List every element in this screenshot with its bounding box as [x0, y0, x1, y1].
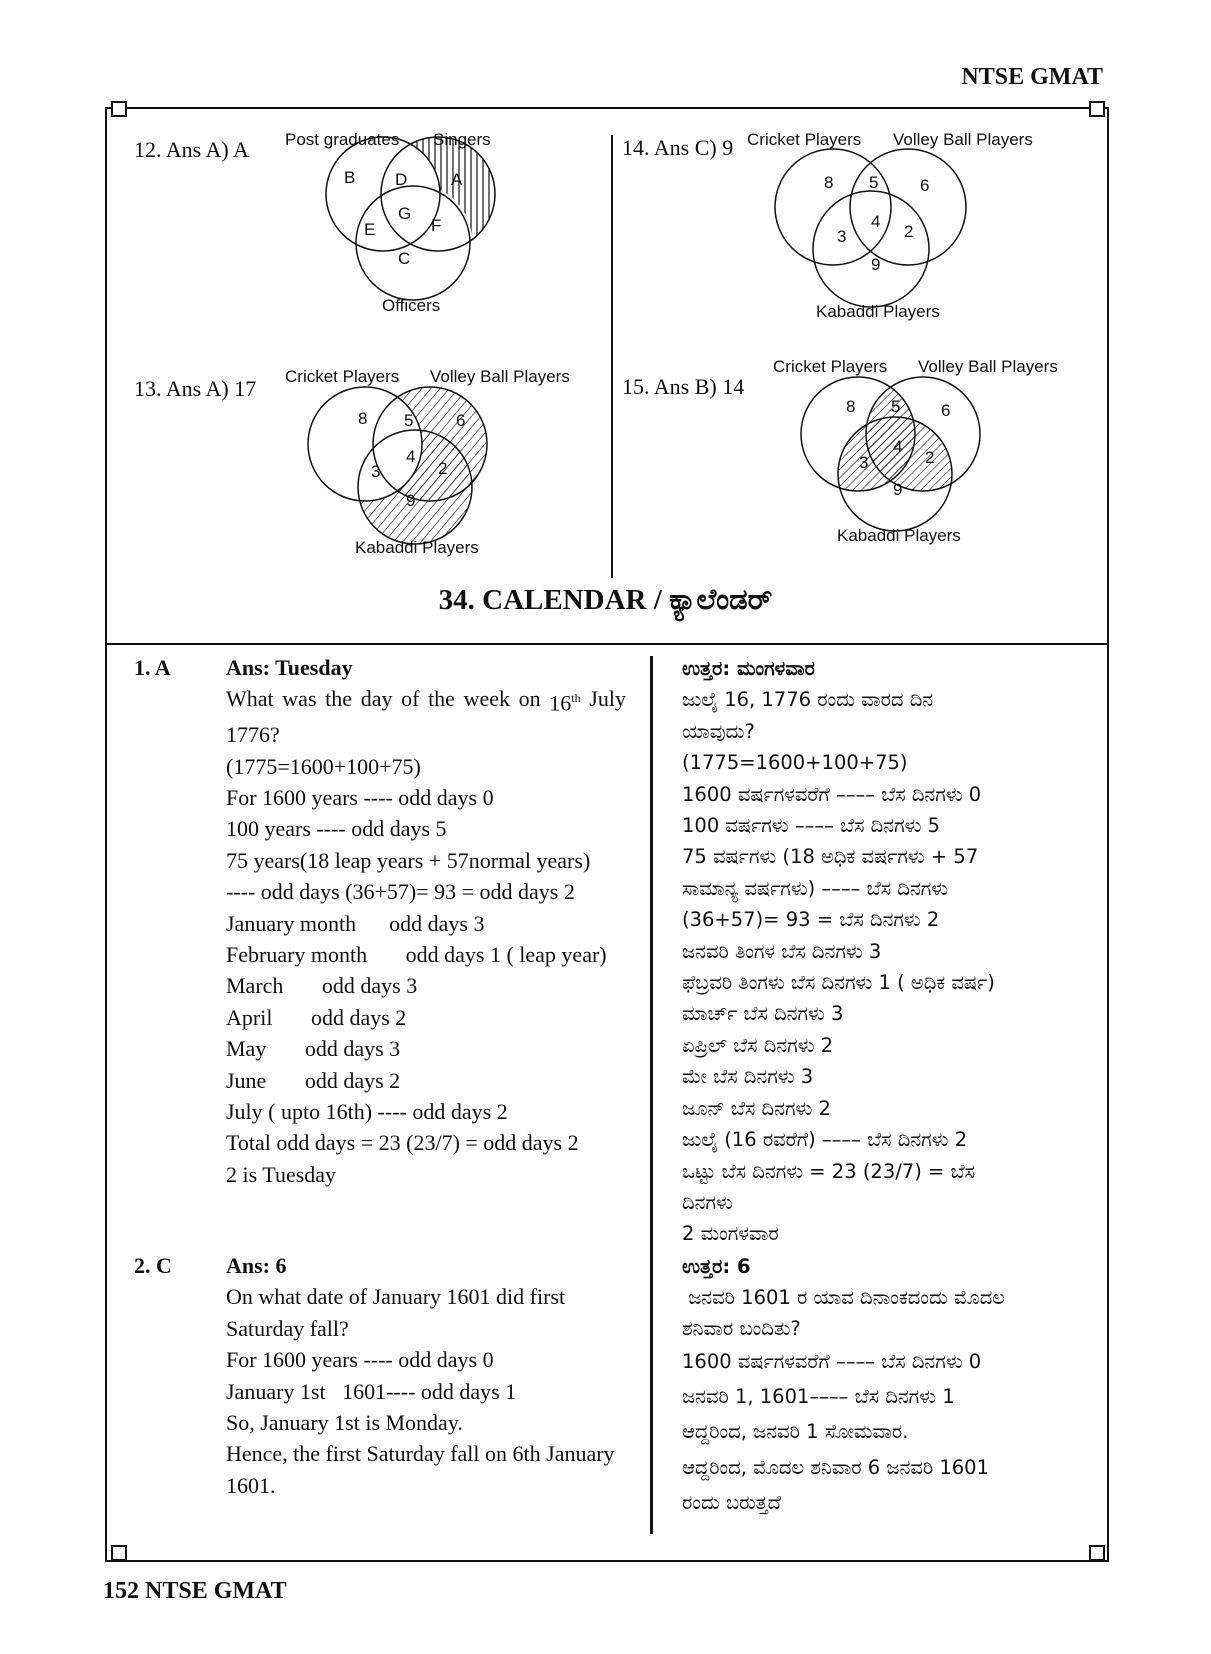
q1-en-line: June odd days 2: [226, 1067, 401, 1093]
q2-kn-line: ಜನವರಿ 1, 1601–––– ಬೆಸ ದಿನಗಳು 1: [682, 1385, 955, 1408]
venn-diagram-13: [270, 362, 590, 562]
frame-corner-br: [1089, 1545, 1105, 1561]
q1-kn-line: (36+57)= 93 = ಬೆಸ ದಿನಗಳು 2: [682, 908, 940, 932]
venn14-label-left: Cricket Players: [747, 130, 862, 149]
q1-kn-line: ಜುಲೈ 16, 1776 ರಂದು ವಾರದ ದಿನ: [682, 688, 934, 712]
q1-en-line: July ( upto 16th) ---- odd days 2: [226, 1099, 508, 1125]
q1-en-line: Total odd days = 23 (23/7) = odd days 2: [226, 1130, 579, 1156]
venn12-region-e: E: [364, 220, 376, 239]
q2-en-line: Saturday fall?: [226, 1315, 349, 1341]
answer-15: 15. Ans B) 14: [622, 374, 745, 399]
venn13-region-4: 4: [406, 447, 416, 466]
q1-kn-line: ಜುಲೈ (16 ರವರೆಗೆ) –––– ಬೆಸ ದಿನಗಳು 2: [682, 1128, 968, 1152]
q2-en-line: So, January 1st is Monday.: [226, 1410, 463, 1436]
q1-kn-line: (1775=1600+100+75): [682, 751, 908, 775]
q2-kn-line: ಆದ್ದರಿಂದ, ಜನವರಿ 1 ಸೋಮವಾರ.: [682, 1420, 909, 1443]
venn12-label-bottom: Officers: [382, 296, 441, 315]
q1-en-line: May odd days 3: [226, 1036, 401, 1062]
q1-kn-line: ದಿನಗಳು: [682, 1190, 733, 1214]
venn13-region-9: 9: [406, 491, 416, 510]
venn14-region-5: 5: [869, 173, 879, 192]
q1-en-line: January month odd days 3: [226, 910, 485, 936]
venn13-region-8: 8: [358, 409, 368, 428]
q1-kn-line: ಯಾವುದು?: [682, 719, 755, 743]
question-1-kannada: [682, 653, 1082, 1250]
venn13-region-5: 5: [404, 411, 414, 430]
venn14-region-4: 4: [871, 212, 881, 231]
answer-14: 14. Ans C) 9: [622, 135, 734, 160]
venn14-region-3: 3: [837, 227, 847, 246]
answer-12: 12. Ans A) A: [134, 137, 249, 162]
q1-kn-line: ಸಾಮಾನ್ಯ ವರ್ಷಗಳು) –––– ಬೆಸ ದಿನಗಳು: [682, 876, 949, 900]
venn-diagram-12: [270, 125, 530, 320]
venn13-region-6: 6: [456, 411, 466, 430]
question-2-english: [226, 1250, 626, 1501]
frame-corner-bl: [111, 1545, 127, 1561]
venn12-region-c: C: [398, 249, 411, 268]
venn13-region-3: 3: [371, 462, 381, 481]
venn15-label-bottom: Kabaddi Players: [837, 526, 961, 545]
q2-kn-line: ಆದ್ದರಿಂದ, ಮೊದಲ ಶನಿವಾರ 6 ಜನವರಿ 1601: [682, 1456, 989, 1479]
q1-en-line: 100 years ---- odd days 5: [226, 816, 447, 842]
venn12-region-a: A: [451, 170, 463, 189]
venn14-region-9: 9: [871, 255, 881, 274]
venn-diagram-15: [770, 352, 1090, 552]
q1-en-line: 2 is Tuesday: [226, 1161, 337, 1187]
answer-13: 13. Ans A) 17: [134, 376, 257, 401]
venn12-region-g: G: [398, 204, 412, 223]
page-header: NTSE GMAT: [961, 64, 1103, 90]
q1-kn-line: 100 ವರ್ಷಗಳು –––– ಬೆಸ ದಿನಗಳು 5: [682, 814, 941, 838]
question-1-english: [226, 652, 626, 1190]
venn14-region-2: 2: [904, 222, 914, 241]
venn15-region-6: 6: [941, 401, 951, 420]
venn12-region-d: D: [395, 170, 408, 189]
venn15-region-8: 8: [846, 397, 856, 416]
question-2-kannada: [682, 1251, 1082, 1518]
q2-kn-answer: ಉತ್ತರ: 6: [682, 1255, 751, 1278]
venn-diagram-14: [745, 125, 1055, 325]
q2-kn-line: ರಂದು ಬರುತ್ತದೆ: [682, 1491, 782, 1514]
frame-corner-tr: [1089, 101, 1105, 117]
q1-en-line: April odd days 2: [226, 1004, 407, 1030]
q2-en-line: On what date of January 1601 did first: [226, 1284, 566, 1310]
q1-en-line: What was the day of the week on 16th July: [226, 686, 626, 716]
section-title: 34. CALENDAR / ಕ್ಯಾಲೆಂಡರ್: [438, 584, 773, 616]
q2-en-answer: Ans: 6: [226, 1253, 287, 1278]
q1-en-line: For 1600 years ---- odd days 0: [226, 784, 494, 810]
q1-en-line: ---- odd days (36+57)= 93 = odd days 2: [226, 879, 575, 905]
language-column-divider: [650, 656, 653, 1534]
q1-kn-answer: ಉತ್ತರ: ಮಂಗಳವಾರ: [682, 657, 815, 680]
q2-en-line: 1601.: [226, 1472, 276, 1498]
venn14-circle-left: [775, 149, 891, 265]
venn12-label-right: Singers: [433, 130, 491, 149]
frame-corner-tl: [111, 101, 127, 117]
q1-kn-line: 75 ವರ್ಷಗಳು (18 ಅಧಿಕ ವರ್ಷಗಳು + 57: [682, 845, 979, 869]
venn12-region-b: B: [344, 168, 356, 187]
venn15-label-left: Cricket Players: [773, 357, 888, 376]
venn14-circle-right: [850, 149, 966, 265]
venn13-region-2: 2: [438, 459, 448, 478]
q2-kn-line: ಶನಿವಾರ ಬಂದಿತು?: [682, 1317, 801, 1340]
venn15-region-5: 5: [891, 397, 901, 416]
q1-kn-line: ಜೂನ್ ಬೆಸ ದಿನಗಳು 2: [682, 1096, 831, 1120]
q2-kn-line: ಜನವರಿ 1601 ರ ಯಾವ ದಿನಾಂಕದಂದು ಮೊದಲ: [682, 1286, 1005, 1309]
venn12-region-f: F: [431, 216, 442, 235]
q2-en-line: Hence, the first Saturday fall on 6th January: [226, 1441, 615, 1467]
q1-en-answer: Ans: Tuesday: [226, 655, 353, 680]
venn15-region-3: 3: [859, 453, 869, 472]
q1-kn-line: ಫೆಬ್ರವರಿ ತಿಂಗಳು ಬೆಸ ದಿನಗಳು 1 ( ಅಧಿಕ ವರ್ಷ): [682, 971, 995, 995]
question-1-number: 1. A: [134, 655, 171, 680]
venn15-region-2: 2: [925, 448, 935, 467]
venn12-label-left: Post graduates: [285, 130, 400, 149]
q1-kn-line: 2 ಮಂಗಳವಾರ: [682, 1222, 779, 1246]
q1-en-line: 75 years(18 leap years + 57normal years): [226, 847, 591, 873]
venn13-label-left: Cricket Players: [285, 367, 400, 386]
q1-en-line: (1775=1600+100+75): [226, 753, 421, 779]
q2-en-line: January 1st 1601---- odd days 1: [226, 1378, 517, 1404]
venn13-label-right: Volley Ball Players: [430, 367, 570, 386]
venn15-region-9: 9: [893, 480, 903, 499]
q1-kn-line: ಮಾರ್ಚ್ ಬೆಸ ದಿನಗಳು 3: [682, 1002, 844, 1026]
q1-en-line: February month odd days 1 ( leap year): [226, 941, 607, 967]
venn14-circle-bottom: [813, 191, 929, 307]
q1-kn-line: ಮೇ ಬೆಸ ದಿನಗಳು 3: [682, 1065, 814, 1089]
venn15-label-right: Volley Ball Players: [918, 357, 1058, 376]
question-2-number: 2. C: [134, 1253, 172, 1278]
venn15-region-4: 4: [893, 437, 903, 456]
q1-en-line: March odd days 3: [226, 973, 418, 999]
q2-en-line: For 1600 years ---- odd days 0: [226, 1347, 494, 1373]
q1-kn-line: 1600 ವರ್ಷಗಳವರೆಗೆ –––– ಬೆಸ ದಿನಗಳು 0: [682, 782, 982, 806]
venn14-region-6: 6: [920, 176, 930, 195]
venn14-region-8: 8: [824, 173, 834, 192]
section-divider: [105, 643, 1109, 645]
page-footer: 152 NTSE GMAT: [103, 1578, 287, 1604]
venn14-label-bottom: Kabaddi Players: [816, 302, 940, 321]
venn14-label-right: Volley Ball Players: [893, 130, 1033, 149]
venn13-label-bottom: Kabaddi Players: [355, 538, 479, 557]
q1-kn-line: ಒಟ್ಟು ಬೆಸ ದಿನಗಳು = 23 (23/7) = ಬೆಸ: [682, 1159, 976, 1183]
q2-kn-line: 1600 ವರ್ಷಗಳವರೆಗೆ –––– ಬೆಸ ದಿನಗಳು 0: [682, 1350, 982, 1373]
q1-en-line: 1776?: [226, 722, 280, 748]
venn-column-divider: [611, 135, 613, 578]
q1-kn-line: ಜನವರಿ ತಿಂಗಳ ಬೆಸ ದಿನಗಳು 3: [682, 939, 882, 963]
q1-kn-line: ಏಪ್ರಿಲ್ ಬೆಸ ದಿನಗಳು 2: [682, 1033, 834, 1057]
